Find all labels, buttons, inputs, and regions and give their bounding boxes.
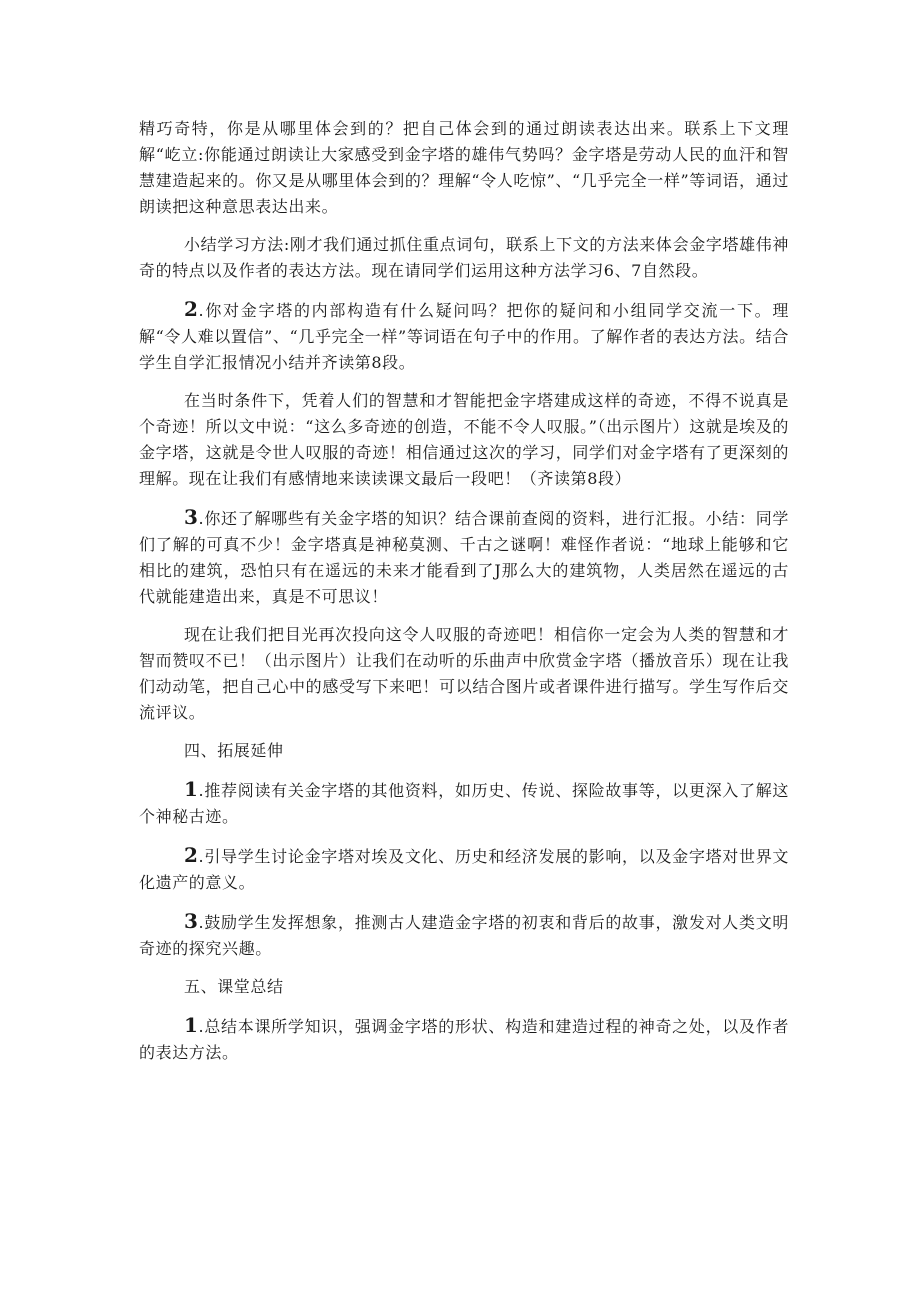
paragraph-5: [139, 504, 789, 610]
item-text: .引导学生讨论金字塔对埃及文化、历史和经济发展的影响，以及金字塔对世界文化遗产的意义。: [139, 847, 789, 892]
section-heading-summary: 五、课堂总结: [184, 977, 284, 996]
item-number: 1: [184, 1013, 199, 1037]
item-number: 3: [184, 505, 199, 529]
section-heading-extension: 四、拓展延伸: [184, 741, 284, 760]
paragraph-text: .你对金字塔的内部构造有什么疑问吗？把你的疑问和小组同学交流一下。理解“令人难以置信”、“几乎完全一样”等词语在句子中的作用。了解作者的表达方法。结合学生自学汇报情况小结并齐读第8段。: [139, 301, 789, 372]
paragraph-4: 在当时条件下，凭着人们的智慧和才智能把金字塔建成这样的奇迹，不得不说真是个奇迹！所以文中说：“这么多奇迹的创造，不能不令人叹服。”（出示图片）这就是埃及的金字塔，这就是令世人叹服的奇迹！相信通过这次的学习，同学们对金字塔有了更深刻的理解。现在让我们有感情地来读读课文最后一段吧！（齐读第8段）: [139, 391, 789, 488]
list-item: [139, 842, 789, 896]
paragraph-3: [139, 296, 789, 376]
item-text: .总结本课所学知识，强调金字塔的形状、构造和建造过程的神奇之处，以及作者的表达方法。: [139, 1017, 789, 1062]
list-item: [139, 908, 789, 962]
paragraph-2: 小结学习方法:刚才我们通过抓住重点词句，联系上下文的方法来体会金字塔雄伟神奇的特点以及作者的表达方法。现在请同学们运用这种方法学习6、7自然段。: [139, 235, 789, 280]
list-item: [139, 1012, 789, 1066]
document-page: [139, 116, 789, 1078]
paragraph-6: 现在让我们把目光再次投向这令人叹服的奇迹吧！相信你一定会为人类的智慧和才智而赞叹不已！（出示图片）让我们在动听的乐曲声中欣赏金字塔（播放音乐）现在让我们动动笔，把自己心中的感受写下来吧！可以结合图片或者课件进行描写。学生写作后交流评议。: [139, 625, 789, 722]
paragraph-1: 精巧奇特，你是从哪里体会到的？把自己体会到的通过朗读表达出来。联系上下文理解“屹立:你能通过朗读让大家感受到金字塔的雄伟气势吗？金字塔是劳动人民的血汗和智慧建造起来的。你又是从哪里体会到的？理解“令人吃惊”、“几乎完全一样”等词语，通过朗读把这种意思表达出来。: [139, 119, 789, 216]
list-item: [139, 776, 789, 830]
paragraph-text: .你还了解哪些有关金字塔的知识？结合课前查阅的资料，进行汇报。小结：同学们了解的可真不少！金字塔真是神秘莫测、千古之谜啊！难怪作者说：“地球上能够和它相比的建筑，恐怕只有在遥远的未来才能看到了J那么大的建筑物，人类居然在遥远的古代就能建造出来，真是不可思议！: [139, 509, 789, 606]
item-number: 2: [184, 297, 199, 321]
item-text: .鼓励学生发挥想象，推测古人建造金字塔的初衷和背后的故事，激发对人类文明奇迹的探究兴趣。: [139, 913, 789, 958]
item-text: .推荐阅读有关金字塔的其他资料，如历史、传说、探险故事等，以更深入了解这个神秘古迹。: [139, 781, 789, 826]
item-number: 1: [184, 777, 199, 801]
item-number: 2: [184, 843, 199, 867]
item-number: 3: [184, 909, 199, 933]
